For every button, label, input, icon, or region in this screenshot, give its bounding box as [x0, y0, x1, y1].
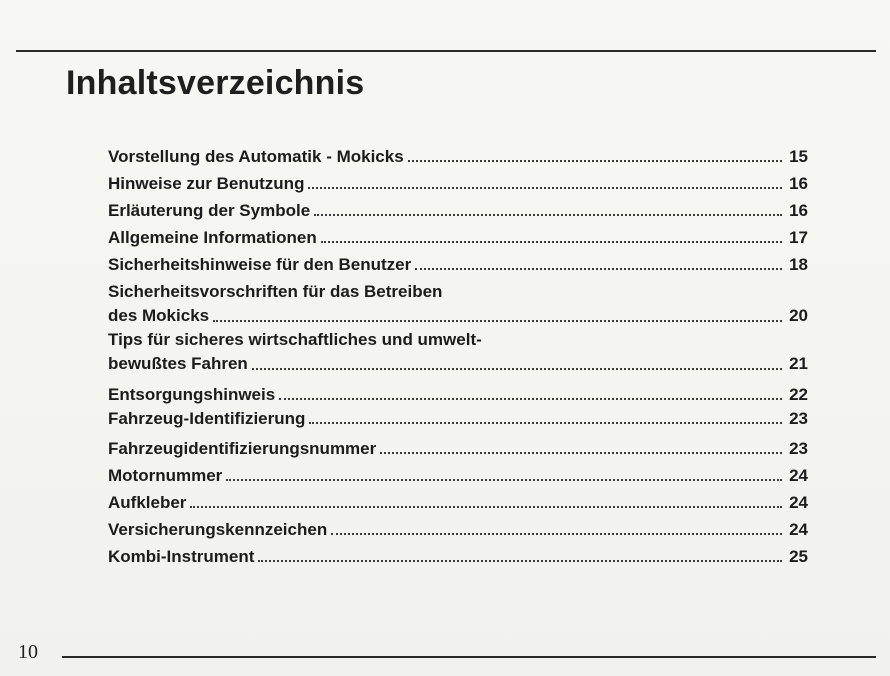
- dot-leader: [190, 506, 782, 508]
- toc-entry: [108, 281, 808, 327]
- dot-leader: [415, 268, 782, 270]
- toc-entry-page: 25: [789, 547, 808, 566]
- toc-entry: [108, 429, 808, 459]
- toc-entry-page: 24: [789, 466, 808, 485]
- dot-leader: [408, 160, 782, 162]
- toc-entry-label-line1: Sicherheitsvorschriften für das Betreiben: [108, 282, 443, 301]
- toc-entry: [108, 540, 808, 567]
- dot-leader: [331, 533, 782, 535]
- toc-entry-label-line1: Tips für sicheres wirtschaftliches und umwelt-: [108, 330, 482, 349]
- toc-entry: [108, 405, 808, 429]
- page-number: 10: [18, 641, 38, 663]
- toc-entry-label: Vorstellung des Automatik - Mokicks: [108, 147, 404, 166]
- dot-leader: [213, 320, 782, 322]
- toc-entry-label: Fahrzeug-Identifizierung: [108, 409, 306, 428]
- toc-entry-label: Sicherheitshinweise für den Benutzer: [108, 255, 412, 274]
- toc-entry-label: Kombi-Instrument: [108, 547, 255, 566]
- toc-entry-label: Motornummer: [108, 466, 223, 485]
- dot-leader: [226, 479, 782, 481]
- dot-leader: [314, 214, 782, 216]
- table-of-contents: [108, 140, 808, 567]
- toc-entry-label: Erläuterung der Symbole: [108, 201, 311, 220]
- dot-leader: [279, 398, 782, 400]
- toc-entry-line2: [108, 351, 808, 375]
- toc-entry: [108, 329, 808, 375]
- bottom-rule: [62, 656, 876, 658]
- toc-entry: [108, 140, 808, 167]
- dot-leader: [308, 187, 782, 189]
- toc-entry-label: Hinweise zur Benutzung: [108, 174, 305, 193]
- toc-entry-page: 23: [789, 439, 808, 458]
- toc-entry: [108, 194, 808, 221]
- toc-entry-label: Aufkleber: [108, 493, 187, 512]
- toc-entry-label: Allgemeine Informationen: [108, 228, 317, 247]
- page-title: Inhaltsverzeichnis: [66, 64, 365, 102]
- toc-entry-label: Entsorgungshinweis: [108, 385, 276, 404]
- toc-entry-page: 21: [789, 354, 808, 373]
- toc-entry-label-line2: bewußtes Fahren: [108, 354, 248, 373]
- dot-leader: [309, 422, 782, 424]
- toc-entry: [108, 221, 808, 248]
- toc-entry: [108, 486, 808, 513]
- toc-entry-page: 22: [789, 385, 808, 404]
- toc-entry-page: 15: [789, 147, 808, 166]
- toc-entry-label-line2: des Mokicks: [108, 306, 210, 325]
- toc-entry-label: Fahrzeugidentifizierungsnummer: [108, 439, 377, 458]
- toc-entry-page: 16: [789, 201, 808, 220]
- dot-leader: [321, 241, 782, 243]
- toc-entry: [108, 375, 808, 405]
- toc-entry-label: Versicherungskennzeichen: [108, 520, 328, 539]
- toc-entry: [108, 513, 808, 540]
- toc-entry-page: 20: [789, 306, 808, 325]
- toc-entry: [108, 248, 808, 275]
- toc-entry: [108, 459, 808, 486]
- toc-entry-page: 23: [789, 409, 808, 428]
- top-rule: [16, 50, 876, 52]
- toc-entry-page: 16: [789, 174, 808, 193]
- toc-entry-page: 18: [789, 255, 808, 274]
- dot-leader: [258, 560, 782, 562]
- toc-entry: [108, 167, 808, 194]
- toc-entry-line2: [108, 303, 808, 327]
- toc-entry-page: 24: [789, 493, 808, 512]
- toc-entry-page: 24: [789, 520, 808, 539]
- toc-entry-page: 17: [789, 228, 808, 247]
- dot-leader: [252, 368, 782, 370]
- dot-leader: [380, 452, 782, 454]
